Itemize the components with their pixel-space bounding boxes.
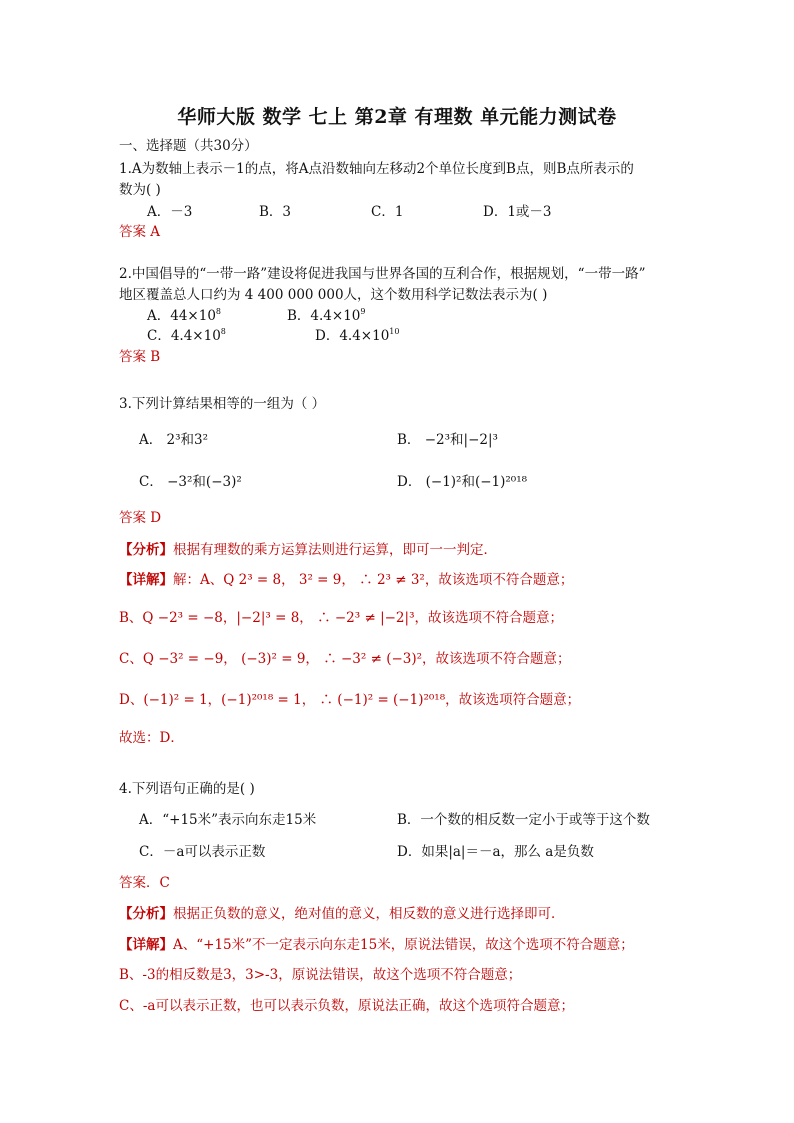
option-a: A．$44\times 10^8$ [147,307,222,324]
answer: 答案 D [119,510,162,526]
detail-line: C、Q −3² = −9， (−3)² = 9， ∴ −3² ≠ (−3)²，故该选项不符合题意； [119,651,571,667]
detail-line: C、-a可以表示正数，也可以表示负数，原说法正确，故这个选项符合题意； [119,998,574,1014]
question-stem: 3.下列计算结果相等的一组为（ ） [119,396,326,412]
question-stem: 1.A为数轴上表示－1的点，将A点沿数轴向左移动2个单位长度到B点，则B点所表示的 [119,161,634,177]
option-c: C．$4.4\times 10^8$ [147,327,226,344]
answer: 答案 A [119,224,161,240]
option-b: B．3 [259,204,292,220]
detail-line: B、Q −2³ = −8，|−2|³ = 8， ∴ −2³ ≠ |−2|³，故该选项不符合题意； [119,610,563,626]
detail-line: 【详解】A、“+15米”不一定表示向东走15米，原说法错误，故这个选项不符合题意； [119,937,634,953]
option-c: C．1 [371,204,404,220]
detail-line: 【详解】解：A、Q 2³ = 8， 3² = 9， ∴ 2³ ≠ 3²，故该选项不符合题意； [119,572,574,588]
question-stem: 数为( ) [119,182,161,198]
question-stem: 2.中国倡导的“一带一路”建设将促进我国与世界各国的互利合作，根据规划，“一带一路” [119,266,646,282]
section-heading: 一、选择题（共30分） [119,138,258,154]
question-stem: 4.下列语句正确的是( ) [119,781,255,797]
option-d: D． (−1)²和(−1)²⁰¹⁸ [397,474,528,490]
detail-line: D、(−1)² = 1，(−1)²⁰¹⁸ = 1， ∴ (−1)² = (−1)²⁰¹⁸，故该选项符合题意； [119,692,581,708]
answer: 答案 B [119,349,161,365]
page-title: 华师大版 数学 七上 第2章 有理数 单元能力测试卷 [177,106,617,128]
option-d: D．如果|a|＝－a，那么 a是负数 [397,844,594,860]
option-c: C．－a可以表示正数 [139,844,266,860]
option-d: D．1或－3 [483,204,552,220]
option-b: B．一个数的相反数一定小于或等于这个数 [397,812,650,828]
option-a: A． 2³和3² [139,432,209,448]
answer: 答案．C [119,875,170,891]
analysis: 【分析】根据有理数的乘方运算法则进行运算，即可一一判定． [119,542,497,558]
question-stem: 地区覆盖总人口约为 4 400 000 000人，这个数用科学记数法表示为( ) [119,287,548,303]
option-c: C． −3²和(−3)² [139,474,242,490]
option-a: A．－3 [147,204,193,220]
detail-line: B、-3的相反数是3，3>-3，原说法错误，故这个选项不符合题意； [119,967,522,983]
option-b: B．$4.4\times 10^9$ [287,307,366,324]
conclusion: 故选：D． [119,730,184,746]
analysis: 【分析】根据正负数的意义，绝对值的意义，相反数的意义进行选择即可． [119,906,565,922]
option-a: A．“+15米”表示向东走15米 [139,812,317,828]
option-b: B． −2³和|−2|³ [397,432,498,448]
option-d: D．$4.4\times 10^{10}$ [315,327,400,344]
